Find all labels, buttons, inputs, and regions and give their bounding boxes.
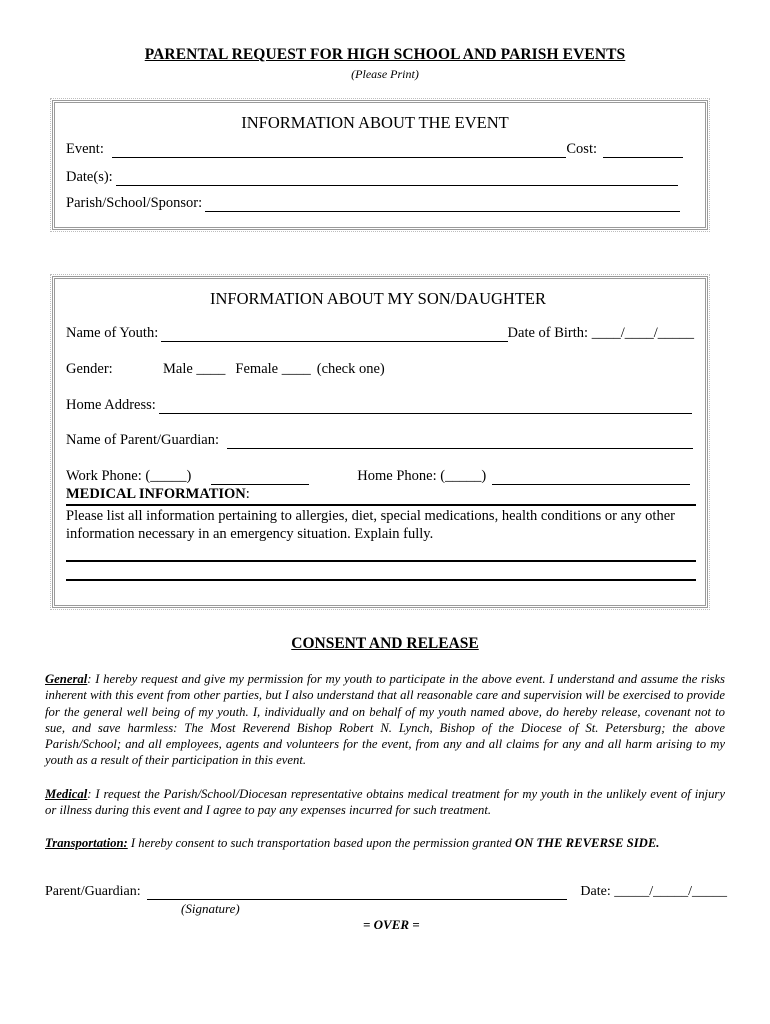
medical-heading-row <box>66 486 696 506</box>
sponsor-label: Parish/School/Sponsor: <box>66 195 203 211</box>
signature-date-label: Date: _____/_____/_____ <box>580 884 727 899</box>
sponsor-field[interactable] <box>205 196 680 212</box>
medical-paragraph <box>45 786 725 819</box>
cost-label: Cost: <box>566 141 597 157</box>
home-phone-field[interactable] <box>492 469 690 485</box>
medical-line-2[interactable] <box>66 579 696 581</box>
gender-label: Gender: <box>66 361 113 377</box>
guardian-row <box>66 432 693 449</box>
event-label: Event: <box>66 141 104 157</box>
check-one-note: (check one) <box>316 361 385 377</box>
work-phone-label: Work Phone: (_____) <box>66 468 192 484</box>
event-info-heading: INFORMATION ABOUT THE EVENT <box>241 113 509 132</box>
general-label: General <box>45 672 88 686</box>
transport-paragraph <box>45 835 725 851</box>
guardian-field[interactable] <box>227 433 693 449</box>
transport-bold: ON THE REVERSE SIDE. <box>514 836 660 850</box>
over-note: = OVER = <box>363 917 420 932</box>
youth-name-field[interactable] <box>161 326 507 342</box>
address-field[interactable] <box>159 398 692 414</box>
male-option[interactable]: Male ____ <box>163 361 226 377</box>
youth-info-heading: INFORMATION ABOUT MY SON/DAUGHTER <box>210 289 546 308</box>
dates-field[interactable] <box>116 170 678 186</box>
general-text: : I hereby request and give my permission for my youth to participate in the above event. I understand and assume the risks inherent with this event from other parties, but I also understand that all reasonable care and supervision will be exercised to provide for the general well being of my youth. I, individually and on behalf of my youth named above, do hereby release, covenant not to sue, and save harmless: The Most Reverend Bishop Robert N. Lynch, Bishop of the Diocese of St. Petersburg; the above Parish/School; and all employees, agents and volunteers for the event, from any and all claims for any and all harm arising to my youth as a result of their participation in this event. <box>45 672 725 768</box>
page-title: PARENTAL REQUEST FOR HIGH SCHOOL AND PARISH EVENTS <box>144 46 626 63</box>
dob-label: Date of Birth: ____/____/_____ <box>507 325 694 341</box>
medical-line-1[interactable] <box>66 560 696 562</box>
phone-row <box>66 468 690 485</box>
female-option[interactable]: Female ____ <box>235 361 311 377</box>
transport-label: Transportation: <box>45 836 128 850</box>
address-label: Home Address: <box>66 397 156 413</box>
medical-heading: MEDICAL INFORMATION <box>66 486 246 502</box>
transport-text: I hereby consent to such transportation based upon the permission granted <box>127 836 515 850</box>
medical-consent-text: : I request the Parish/School/Diocesan representative obtains medical treatment for my youth in the unlikely event of injury or illness during this event and I agree to pay any expenses incurred for such treatment. <box>45 787 725 818</box>
medical-instructions: Please list all information pertaining to allergies, diet, special medications, health conditions or any other information necessary in an emergency situation. Explain fully. <box>66 508 675 542</box>
signature-label: Parent/Guardian: <box>45 884 141 899</box>
gender-row <box>66 361 385 378</box>
event-field[interactable] <box>112 142 567 158</box>
cost-field[interactable] <box>603 142 683 158</box>
signature-field[interactable] <box>147 884 567 900</box>
home-phone-label: Home Phone: (_____) <box>357 468 487 484</box>
youth-name-label: Name of Youth: <box>66 325 159 341</box>
medical-heading-colon: : <box>245 486 250 502</box>
dates-row <box>66 169 678 186</box>
medical-label: Medical <box>45 787 88 801</box>
address-row <box>66 397 692 414</box>
page-subtitle: (Please Print) <box>351 67 419 81</box>
youth-name-row <box>66 325 694 342</box>
consent-heading: CONSENT AND RELEASE <box>291 635 479 652</box>
dates-label: Date(s): <box>66 169 113 185</box>
general-paragraph <box>45 671 725 769</box>
work-phone-field[interactable] <box>211 469 309 485</box>
guardian-label: Name of Parent/Guardian: <box>66 432 220 448</box>
event-row <box>66 141 683 158</box>
signature-caption: (Signature) <box>181 901 240 916</box>
signature-row <box>45 884 727 900</box>
sponsor-row <box>66 195 680 212</box>
